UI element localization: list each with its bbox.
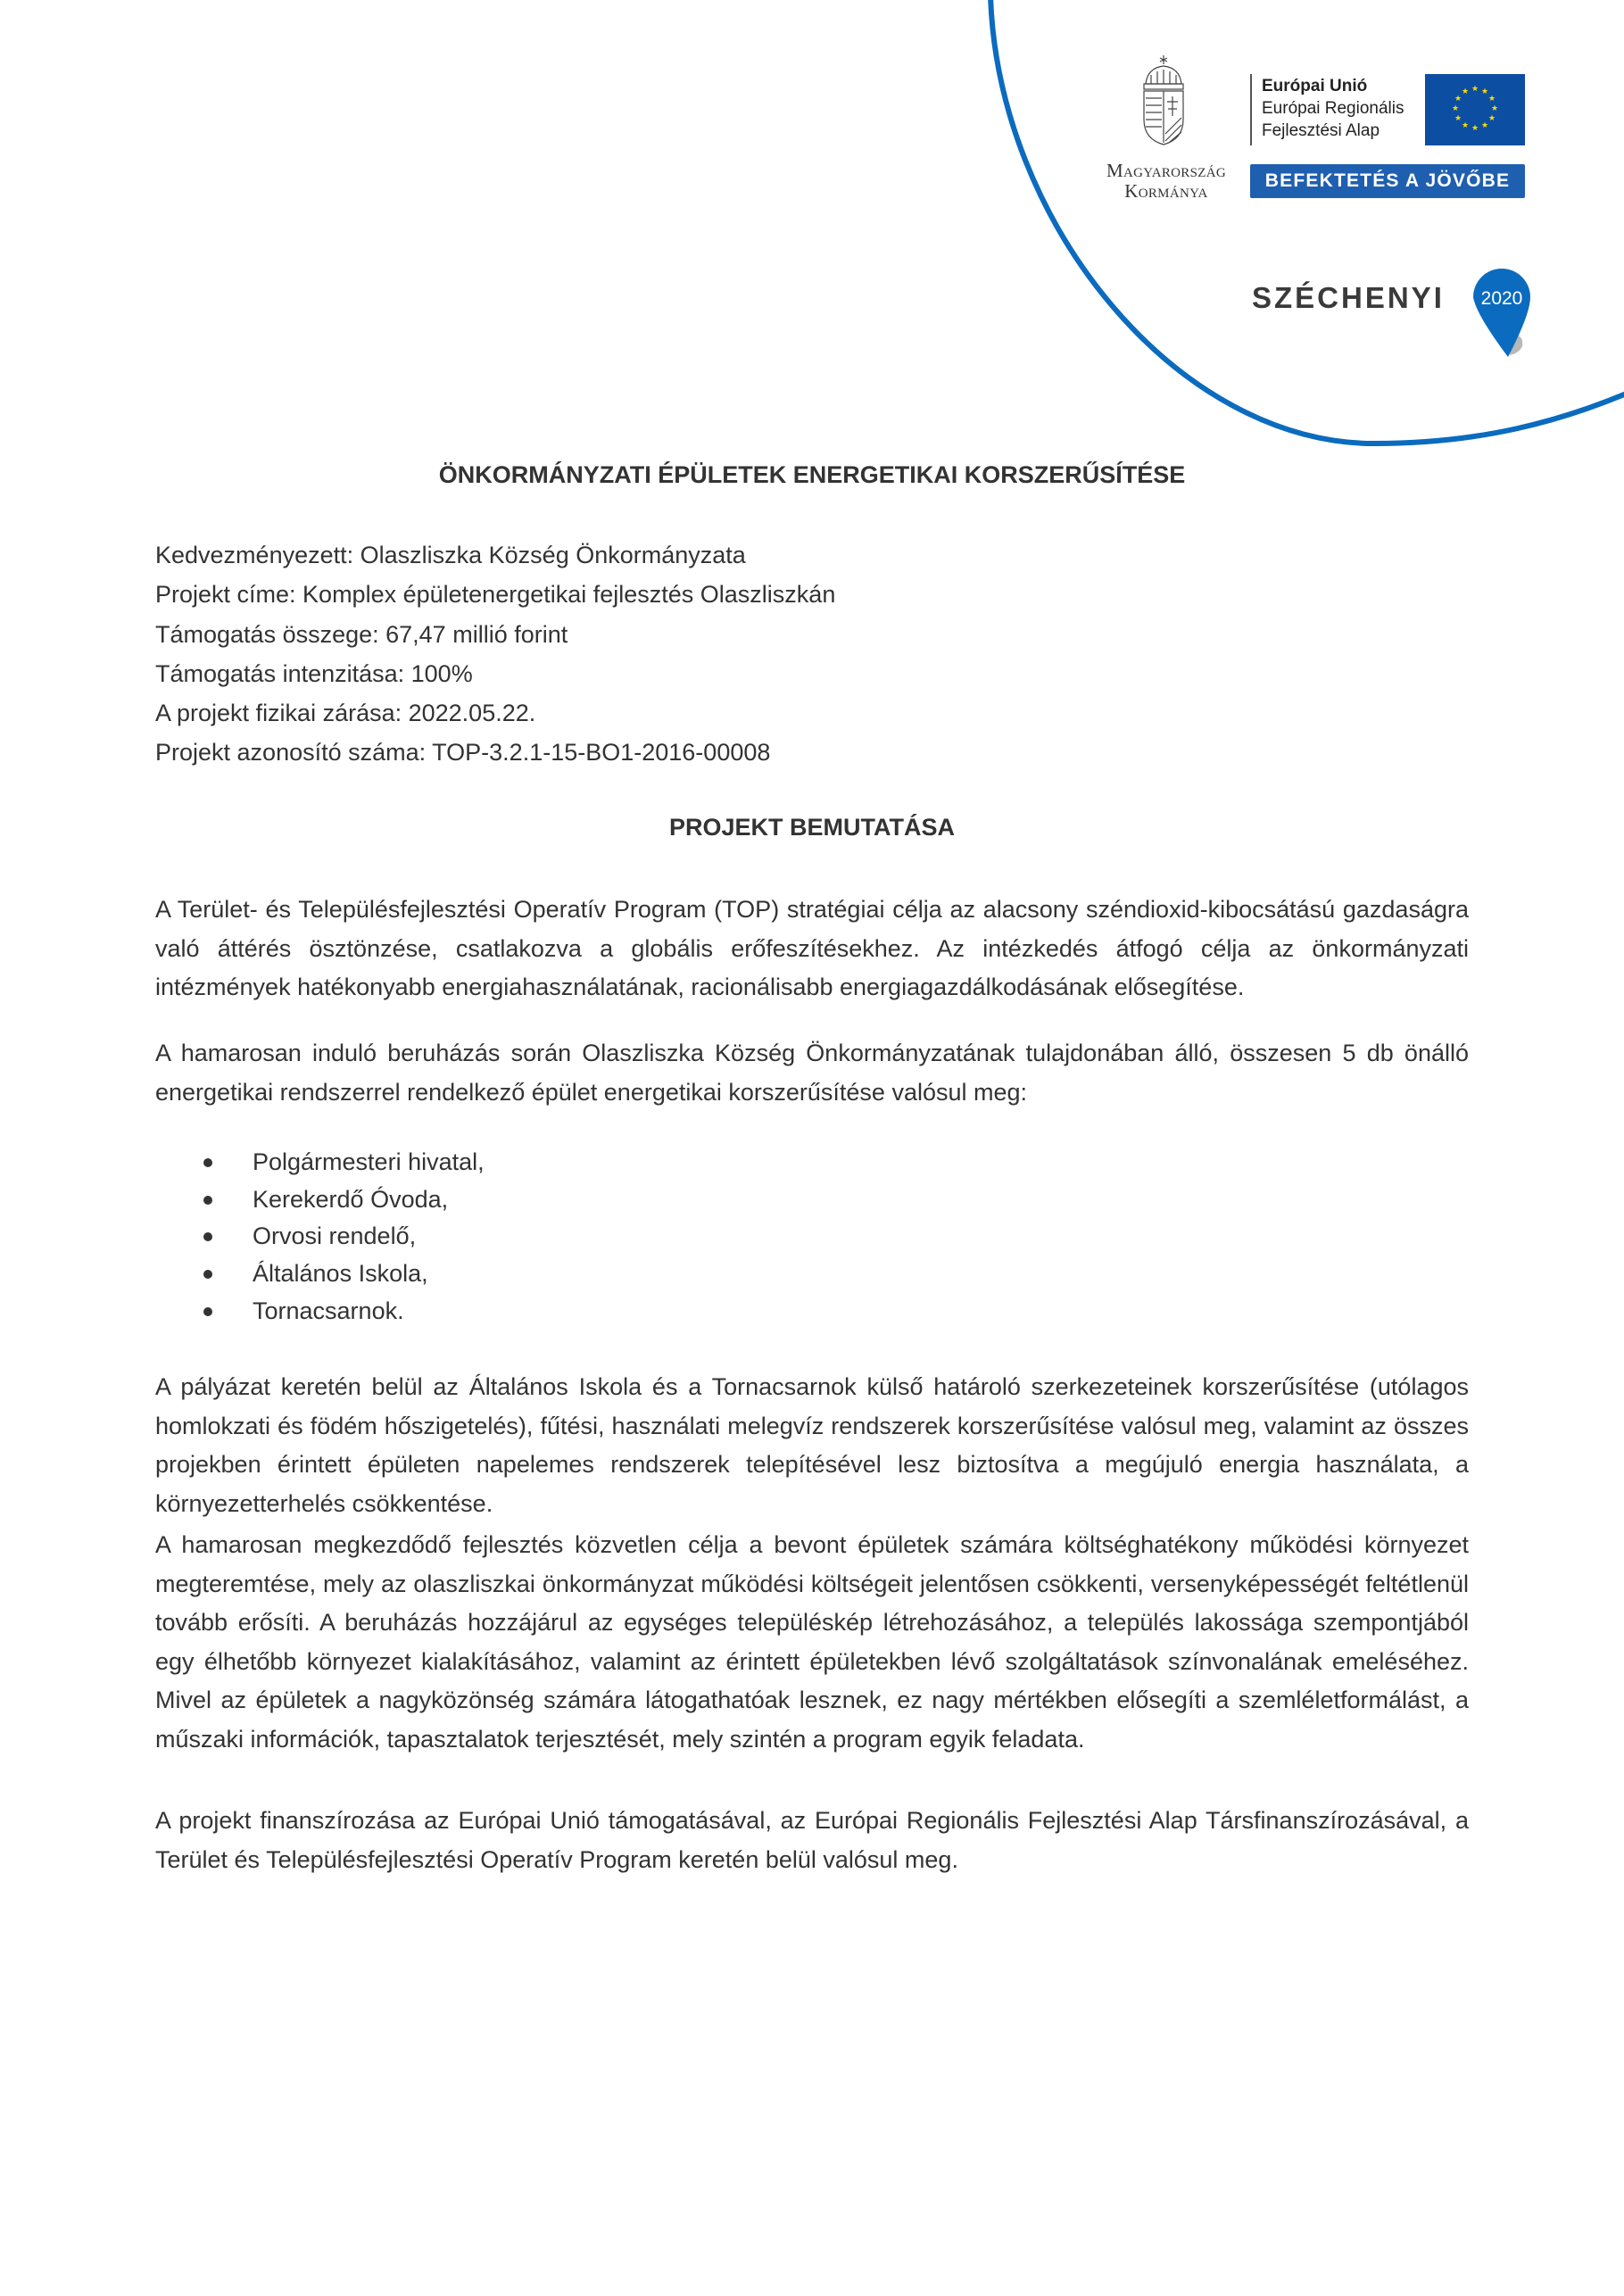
szechenyi-logo-text: SZÉCHENYI <box>1252 281 1445 314</box>
government-name-line2: Kormánya <box>1124 180 1208 202</box>
list-item: Általános Iskola, <box>155 1256 485 1293</box>
info-beneficiary: Kedvezményezett: Olaszliszka Község Önkormányzata <box>155 542 746 568</box>
svg-text:★: ★ <box>1490 104 1499 113</box>
bullet-icon <box>203 1196 212 1205</box>
svg-text:★: ★ <box>1461 87 1470 96</box>
svg-text:★: ★ <box>1454 114 1462 123</box>
svg-text:★: ★ <box>1461 121 1470 130</box>
program-year: 2020 <box>1480 288 1523 309</box>
paragraph-program-goal: A Terület- és Településfejlesztési Operatív Program (TOP) stratégiai célja az alacsony széndioxid-kibocsátású gazdaságra való áttérés ösztönzése, csatlakozva a globális erőfeszítésekhez. Az intézkedés átfogó célja az önkormányzati intézmények hatékonyabb energiahasználatának, racionálisabb energiagazdálkodásának elősegítése. <box>155 896 1469 1000</box>
section-title: PROJEKT BEMUTATÁSA <box>668 814 955 841</box>
map-pin-icon <box>1469 264 1540 362</box>
svg-text:★: ★ <box>1480 121 1489 130</box>
svg-text:★: ★ <box>1451 104 1460 113</box>
paragraph-scope: A pályázat keretén belül az Általános Iskola és a Tornacsarnok külső határoló szerkezeteinek korszerűsítése (utólagos homlokzati és födém hőszigetelés), fűtési, használati melegvíz rendszerek korszerűsítése valósul meg, valamint az összes projekben érintett épületen napelemes rendszerek telepítésével lesz biztosítva a megújuló energia használata, a környezetterhelés csökkentése. <box>155 1373 1469 1517</box>
eu-flag-icon <box>1425 74 1525 145</box>
svg-text:★: ★ <box>1471 124 1479 133</box>
info-closing-date: A projekt fizikai zárása: 2022.05.22. <box>155 700 536 727</box>
eu-fund-label <box>1262 75 1404 142</box>
paragraph-financing: A projekt finanszírozása az Európai Unió támogatásával, az Európai Regionális Fejlesztési Alap Társfinanszírozásával, a Terület és Településfejlesztési Operatív Program keretén belül valósul meg. <box>155 1807 1469 1873</box>
info-project-id: Projekt azonosító száma: TOP-3.2.1-15-BO1-2016-00008 <box>155 739 771 767</box>
list-item: Kerekerdő Óvoda, <box>155 1181 485 1219</box>
list-item: Polgármesteri hivatal, <box>155 1144 485 1181</box>
svg-text:★: ★ <box>1480 87 1489 96</box>
fund-label-line1: Európai Regionális <box>1262 99 1404 118</box>
bullet-icon <box>203 1307 212 1316</box>
info-project-title: Projekt címe: Komplex épületenergetikai fejlesztés Olaszliszkán <box>155 581 836 609</box>
svg-text:★: ★ <box>1454 95 1462 104</box>
project-info <box>155 535 835 773</box>
paragraph-objectives: A hamarosan megkezdődő fejlesztés közvetlen célja a bevont épületek számára költséghatékony működési környezet megteremtése, mely az olaszliszkai önkormányzat működési költségeit jelentősen csökkenti, versenyképességét feltétlenül tovább erősíti. A beruházás hozzájárul az egységes településkép létrehozásához, a település lakossága szempontjából egy élhetőbb környezet kialakításához, valamint az érintett épületekben lévő szolgáltatások színvonalának emeléséhez. Mivel az épületek a nagyközönség számára látogathatóak lesznek, ez nagy mértékben elősegíti a szemléletformálást, a műszaki információk, tapasztalatok terjesztését, mely szintén a program egyik feladata. <box>155 1531 1469 1753</box>
hungarian-coat-of-arms-icon <box>1139 54 1189 146</box>
building-list <box>155 1144 485 1330</box>
svg-text:★: ★ <box>1487 95 1496 104</box>
investment-banner: BEFEKTETÉS A JÖVŐBE <box>1250 164 1525 198</box>
svg-text:★: ★ <box>1471 85 1479 94</box>
government-name <box>1090 161 1242 202</box>
bullet-icon <box>203 1158 212 1167</box>
bullet-icon <box>203 1270 212 1279</box>
logo-divider <box>1250 74 1252 145</box>
document-title: ÖNKORMÁNYZATI ÉPÜLETEK ENERGETIKAI KORSZERŰSÍTÉSE <box>438 461 1186 488</box>
decorative-arc <box>0 0 1624 464</box>
list-item: Tornacsarnok. <box>155 1293 485 1330</box>
bullet-icon <box>203 1232 212 1241</box>
government-name-line1: Magyarország <box>1106 160 1226 181</box>
paragraph-investment-intro: A hamarosan induló beruházás során Olaszliszka Község Önkormányzatának tulajdonában álló, összesen 5 db önálló energetikai rendszerrel rendelkező épület energetikai korszerűsítése valósul meg: <box>155 1040 1469 1106</box>
info-grant-intensity: Támogatás intenzitása: 100% <box>155 659 473 687</box>
fund-label-line2: Fejlesztési Alap <box>1262 121 1380 140</box>
eu-label: Európai Unió <box>1262 77 1368 95</box>
svg-text:★: ★ <box>1487 114 1496 123</box>
info-grant-amount: Támogatás összege: 67,47 millió forint <box>155 620 568 648</box>
list-item: Orvosi rendelő, <box>155 1218 485 1256</box>
